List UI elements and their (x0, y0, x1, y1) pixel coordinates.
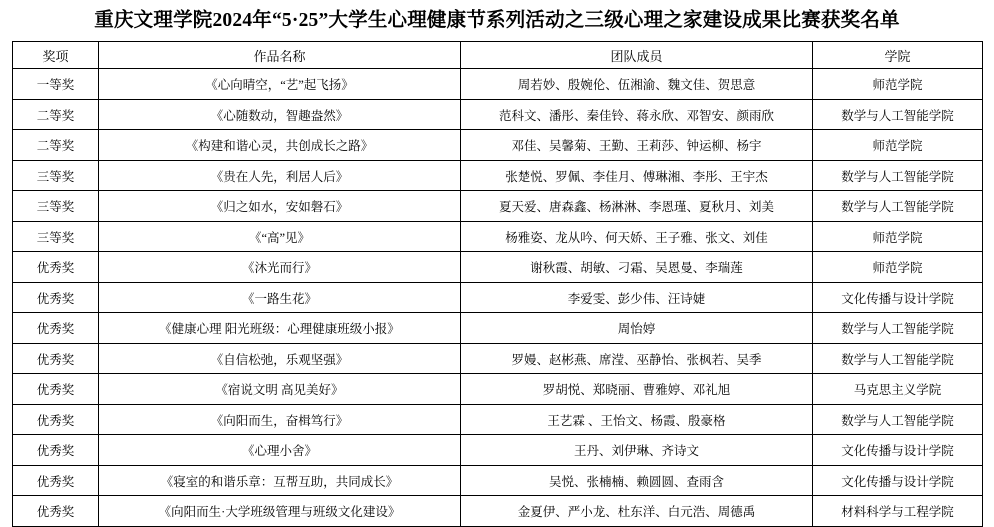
cell-work: 《心向晴空，“艺”起飞扬》 (99, 69, 461, 100)
cell-work: 《向阳而生·大学班级管理与班级文化建设》 (99, 496, 461, 527)
cell-college: 师范学院 (813, 252, 983, 283)
cell-members: 张楚悦、罗佩、李佳月、傅琳湘、李彤、王宇杰 (461, 160, 813, 191)
cell-award: 二等奖 (13, 99, 99, 130)
cell-members: 金夏伊、严小龙、杜东洋、白元浩、周德禹 (461, 496, 813, 527)
cell-work: 《贵在人先，利居人后》 (99, 160, 461, 191)
cell-award: 一等奖 (13, 69, 99, 100)
table-row (13, 435, 983, 466)
cell-college: 马克思主义学院 (813, 374, 983, 405)
cell-members: 罗嫚、赵彬燕、席滢、巫静怡、张枫若、吴季 (461, 343, 813, 374)
cell-work: 《健康心理 阳光班级：心理健康班级小报》 (99, 313, 461, 344)
cell-work: 《“高”见》 (99, 221, 461, 252)
cell-members: 周怡婷 (461, 313, 813, 344)
cell-college: 数学与人工智能学院 (813, 313, 983, 344)
cell-work: 《寝室的和谐乐章：互帮互助，共同成长》 (99, 465, 461, 496)
cell-award: 三等奖 (13, 160, 99, 191)
cell-work: 《沐光而行》 (99, 252, 461, 283)
cell-members: 李爱雯、彭少伟、汪诗婕 (461, 282, 813, 313)
cell-college: 文化传播与设计学院 (813, 282, 983, 313)
table-row (13, 160, 983, 191)
cell-award: 优秀奖 (13, 404, 99, 435)
cell-members: 罗胡悦、郑晓丽、曹雅婷、邓礼旭 (461, 374, 813, 405)
table-row (13, 465, 983, 496)
cell-work: 《构建和谐心灵，共创成长之路》 (99, 130, 461, 161)
cell-award: 优秀奖 (13, 435, 99, 466)
cell-members: 周若妙、殷婉伦、伍湘渝、魏文佳、贺思意 (461, 69, 813, 100)
cell-members: 谢秋霞、胡敏、刁霜、吴恩曼、李瑞莲 (461, 252, 813, 283)
cell-award: 二等奖 (13, 130, 99, 161)
table-header-row (13, 42, 983, 69)
table-row (13, 313, 983, 344)
cell-work: 《心随数动，智趣盎然》 (99, 99, 461, 130)
table-row (13, 343, 983, 374)
cell-college: 文化传播与设计学院 (813, 465, 983, 496)
cell-members: 王艺霖 、王怡文、杨霞、殷豪格 (461, 404, 813, 435)
cell-award: 三等奖 (13, 191, 99, 222)
table-row (13, 221, 983, 252)
table-row (13, 496, 983, 527)
cell-work: 《自信松弛，乐观坚强》 (99, 343, 461, 374)
cell-members: 杨雅姿、龙从吟、何天娇、王子雅、张文、刘佳 (461, 221, 813, 252)
cell-award: 优秀奖 (13, 374, 99, 405)
cell-award: 优秀奖 (13, 465, 99, 496)
column-header-award: 奖项 (13, 42, 99, 69)
cell-award: 优秀奖 (13, 313, 99, 344)
cell-award: 三等奖 (13, 221, 99, 252)
cell-members: 吴悦、张楠楠、赖圆圆、查雨含 (461, 465, 813, 496)
cell-college: 数学与人工智能学院 (813, 404, 983, 435)
column-header-work: 作品名称 (99, 42, 461, 69)
cell-work: 《归之如水，安如磐石》 (99, 191, 461, 222)
award-list-table (12, 41, 983, 527)
cell-college: 数学与人工智能学院 (813, 343, 983, 374)
column-header-college: 学院 (813, 42, 983, 69)
cell-college: 文化传播与设计学院 (813, 435, 983, 466)
cell-members: 夏天爱、唐森鑫、杨淋淋、李恩瑾、夏秋月、刘美 (461, 191, 813, 222)
cell-college: 数学与人工智能学院 (813, 160, 983, 191)
cell-college: 数学与人工智能学院 (813, 99, 983, 130)
cell-work: 《一路生花》 (99, 282, 461, 313)
cell-college: 师范学院 (813, 221, 983, 252)
table-row (13, 282, 983, 313)
cell-award: 优秀奖 (13, 282, 99, 313)
cell-work: 《宿说文明 高见美好》 (99, 374, 461, 405)
table-row (13, 191, 983, 222)
table-row (13, 374, 983, 405)
cell-award: 优秀奖 (13, 496, 99, 527)
cell-college: 材料科学与工程学院 (813, 496, 983, 527)
table-row (13, 69, 983, 100)
cell-college: 师范学院 (813, 130, 983, 161)
table-row (13, 404, 983, 435)
cell-award: 优秀奖 (13, 252, 99, 283)
table-row (13, 130, 983, 161)
cell-college: 数学与人工智能学院 (813, 191, 983, 222)
table-row (13, 99, 983, 130)
cell-work: 《向阳而生，奋楫笃行》 (99, 404, 461, 435)
cell-award: 优秀奖 (13, 343, 99, 374)
page-title: 重庆文理学院2024年“5·25”大学生心理健康节系列活动之三级心理之家建设成果比赛获奖名单 (94, 10, 900, 31)
table-row (13, 252, 983, 283)
cell-members: 邓佳、吴馨菊、王勤、王莉莎、钟运柳、杨宇 (461, 130, 813, 161)
column-header-members: 团队成员 (461, 42, 813, 69)
cell-work: 《心理小舍》 (99, 435, 461, 466)
cell-members: 王丹、刘伊琳、齐诗文 (461, 435, 813, 466)
cell-members: 范科文、潘彤、秦佳铃、蒋永欣、邓智安、颜雨欣 (461, 99, 813, 130)
cell-college: 师范学院 (813, 69, 983, 100)
